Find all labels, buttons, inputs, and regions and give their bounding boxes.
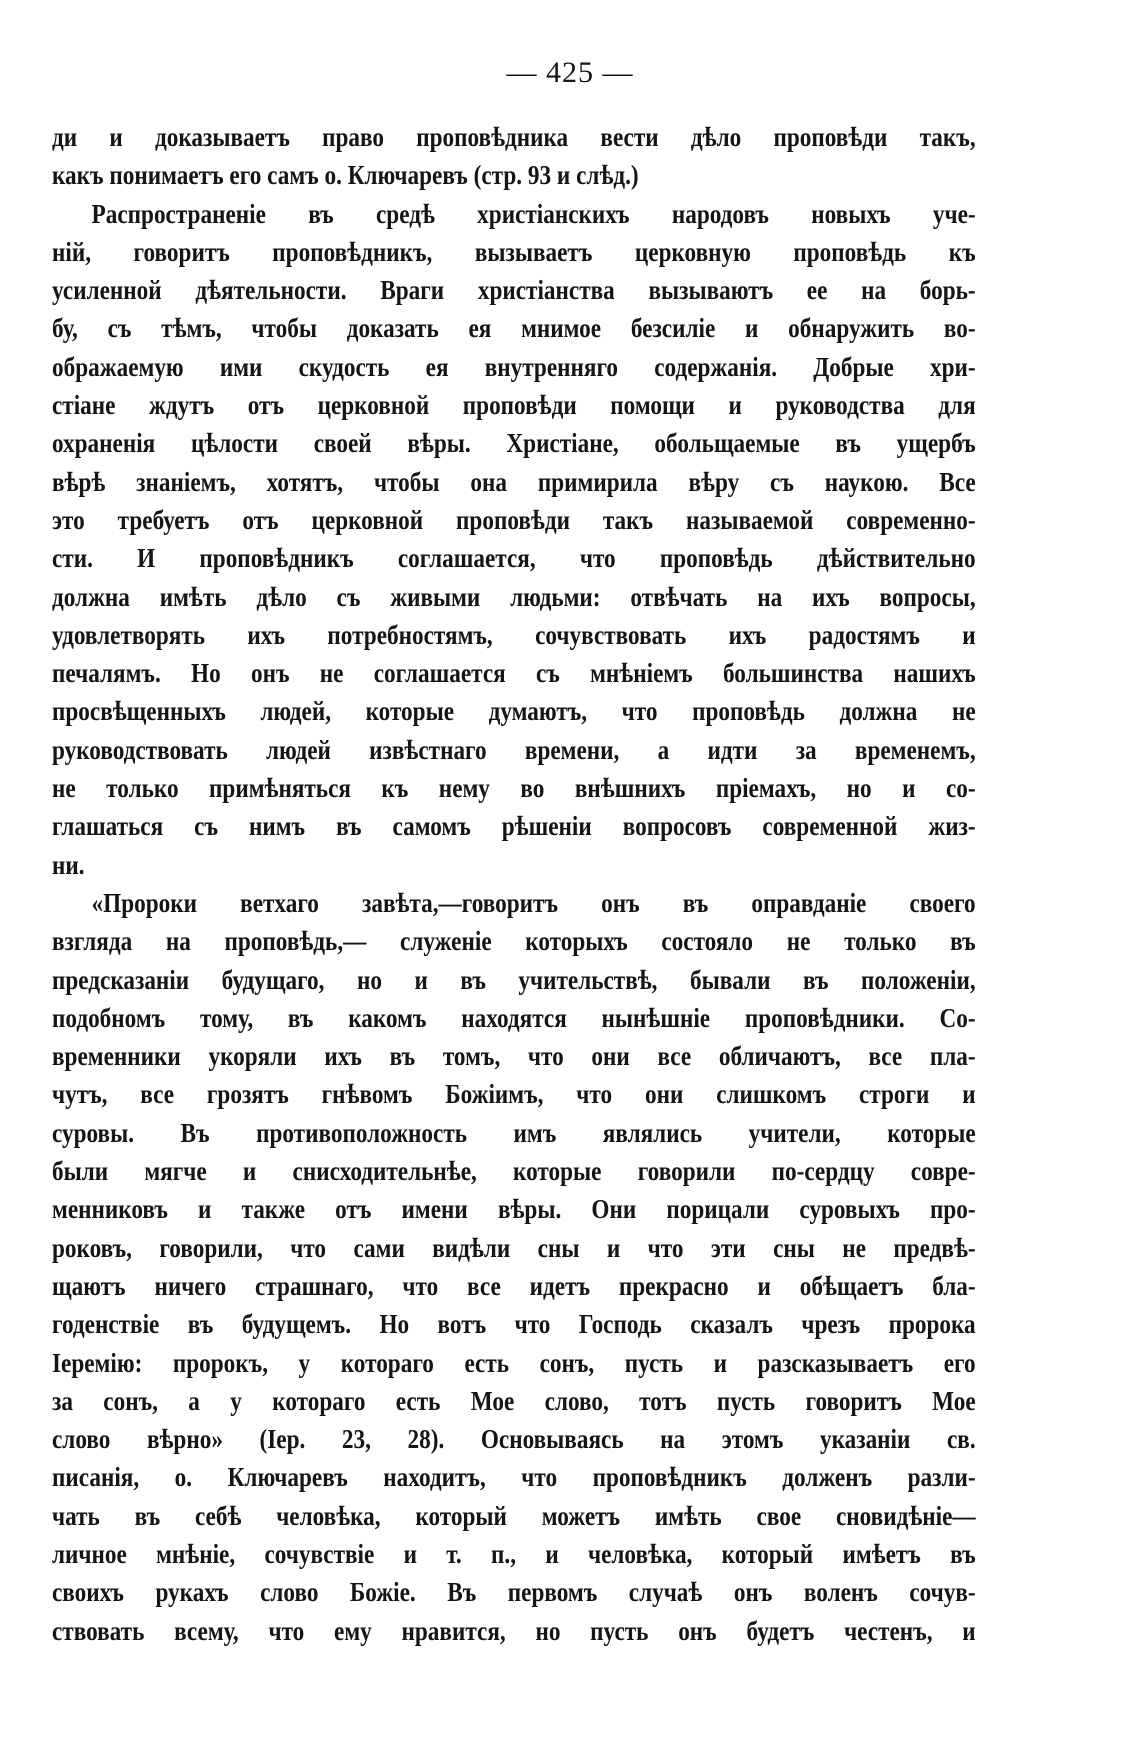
text-line: ни. xyxy=(52,849,85,880)
text-line: ній, говоритъ проповѣдникъ, вызываетъ церковную проповѣдь къ xyxy=(52,236,976,267)
text-line: глашаться съ нимъ въ самомъ рѣшеніи вопросовъ современной жиз- xyxy=(52,811,976,842)
text-line: писанія, о. Ключаревъ находитъ, что проповѣдникъ долженъ разли- xyxy=(52,1462,976,1493)
text-line: временники укоряли ихъ въ томъ, что они все обличаютъ, все пла- xyxy=(52,1041,976,1072)
text-line: слово вѣрно» (Іер. 23, 28). Основываясь на этомъ указаніи св. xyxy=(52,1424,976,1455)
text-line: стіане ждутъ отъ церковной проповѣди помощи и руководства для xyxy=(52,390,976,421)
text-line: вѣрѣ знаніемъ, хотятъ, чтобы она примирила вѣру съ наукою. Все xyxy=(52,466,976,497)
text-line: менниковъ и также отъ имени вѣры. Они порицали суровыхъ про- xyxy=(52,1194,976,1225)
text-line: должна имѣть дѣло съ живыми людьми: отвѣчать на ихъ вопросы, xyxy=(52,581,976,612)
text-line: предсказаніи будущаго, но и въ учительствѣ, бывали въ положеніи, xyxy=(52,964,976,995)
text-line: были мягче и снисходительнѣе, которые говорили по-сердцу совре- xyxy=(52,1156,976,1187)
text-line: за сонъ, а у котораго есть Мое слово, тотъ пусть говоритъ Мое xyxy=(52,1385,976,1416)
text-line: взгляда на проповѣдь,— служеніе которыхъ состояло не только въ xyxy=(52,926,976,957)
page-number: — 425 — xyxy=(506,56,634,89)
text-line: просвѣщенныхъ людей, которые думаютъ, что проповѣдь должна не xyxy=(52,696,976,727)
text-line: роковъ, говорили, что сами видѣли сны и что эти сны не предвѣ- xyxy=(52,1232,976,1263)
text-line: годенствіе въ будущемъ. Но вотъ что Господь сказалъ чрезъ пророка xyxy=(52,1309,976,1340)
text-line: какъ понимаетъ его самъ о. Ключаревъ (стр. 93 и слѣд.) xyxy=(52,160,639,191)
text-line: своихъ рукахъ слово Божіе. Въ первомъ случаѣ онъ воленъ сочув- xyxy=(52,1577,976,1608)
text-line: ображаемую ими скудость ея внутренняго содержанія. Добрые хри- xyxy=(52,351,976,382)
text-line: печалямъ. Но онъ не соглашается съ мнѣніемъ большинства нашихъ xyxy=(52,658,976,689)
text-line: бу, съ тѣмъ, чтобы доказать ея мнимое безсиліе и обнаружить во- xyxy=(52,313,976,344)
text-line: суровы. Въ противоположность имъ являлись учители, которые xyxy=(52,1117,976,1148)
text-line: чать въ себѣ человѣка, который можетъ имѣть свое сновидѣніе— xyxy=(52,1500,976,1531)
text-line: щаютъ ничего страшнаго, что все идетъ прекрасно и обѣщаетъ бла- xyxy=(52,1270,976,1301)
text-line: чутъ, все грозятъ гнѣвомъ Божіимъ, что они слишкомъ строги и xyxy=(52,1079,976,1110)
text-line: ди и доказываетъ право проповѣдника вести дѣло проповѣди такъ, xyxy=(52,122,976,152)
paragraph-preacher-views xyxy=(52,195,976,884)
paragraph-prophets-quote xyxy=(52,884,976,1650)
text-line: личное мнѣніе, сочувствіе и т. п., и человѣка, который имѣетъ въ xyxy=(52,1539,976,1570)
text-line: Распространеніе въ средѣ христіанскихъ народовъ новыхъ уче- xyxy=(91,198,976,229)
text-line: не только примѣняться къ нему во внѣшнихъ пріемахъ, но и со- xyxy=(52,773,976,804)
paragraph-continuation xyxy=(52,118,976,195)
text-line: удовлетворять ихъ потребностямъ, сочувствовать ихъ радостямъ и xyxy=(52,619,976,650)
text-line: ствовать всему, что ему нравится, но пусть онъ будетъ честенъ, и xyxy=(52,1615,976,1646)
text-line: подобномъ тому, въ какомъ находятся нынѣшніе проповѣдники. Со- xyxy=(52,1002,976,1033)
text-line: руководствовать людей извѣстнаго времени, а идти за временемъ, xyxy=(52,734,976,765)
text-line: это требуетъ отъ церковной проповѣди такъ называемой современно- xyxy=(52,504,976,535)
text-line: сти. И проповѣдникъ соглашается, что проповѣдь дѣйствительно xyxy=(52,543,976,574)
text-line: Іеремію: пророкъ, у котораго есть сонъ, пусть и разсказываетъ его xyxy=(52,1347,976,1378)
text-line: усиленной дѣятельности. Враги христіанства вызываютъ ее на борь- xyxy=(52,275,976,306)
text-line: «Пророки ветхаго завѣта,—говоритъ онъ въ оправданіе своего xyxy=(91,888,976,918)
text-line: охраненія цѣлости своей вѣры. Христіане, обольщаемые въ ущербъ xyxy=(52,428,976,459)
